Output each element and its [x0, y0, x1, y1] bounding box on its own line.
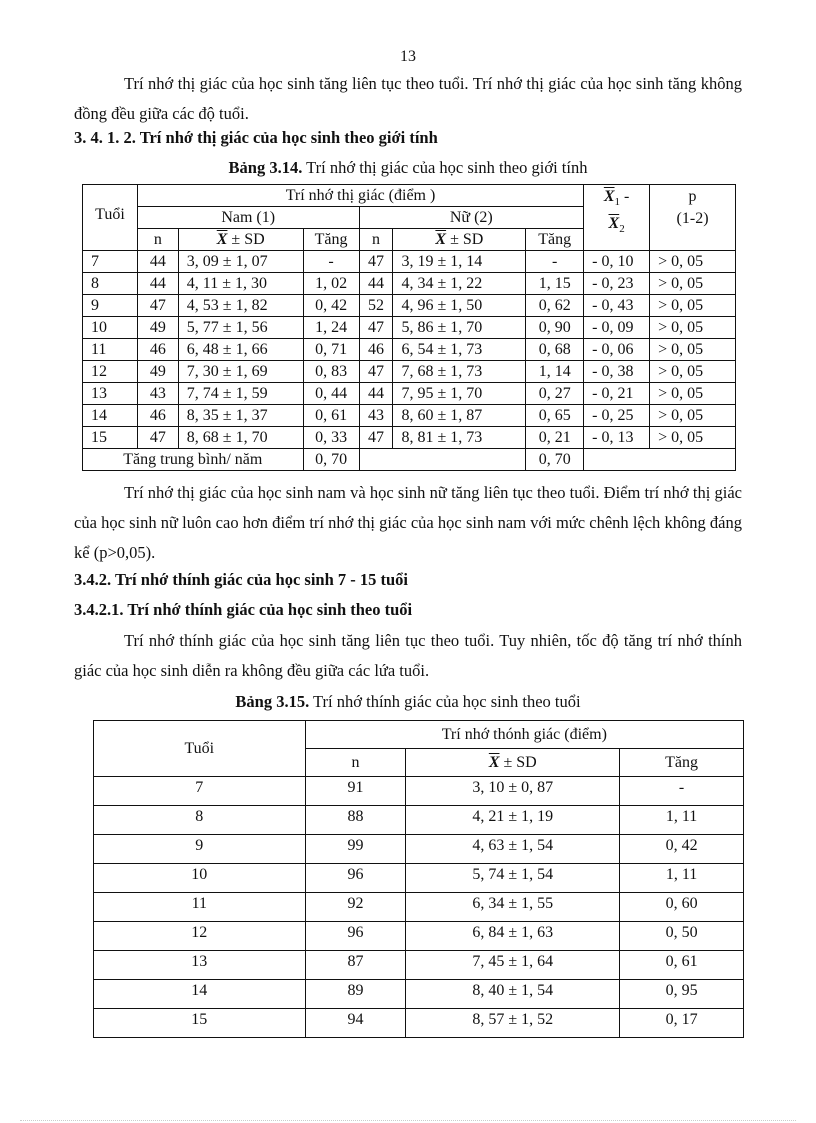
- cell-female-n: 47: [359, 251, 393, 273]
- header-increase: Tăng: [620, 749, 744, 777]
- paragraph-gender-comparison: Trí nhớ thị giác của học sinh nam và học sinh nữ tăng liên tục theo tuổi. Điểm trí nhớ thị giác của học sinh nữ luôn cao hơn điểm trí nhớ thị giác của học sinh nam với mức chênh lệch không đáng kể (p>0,05).: [74, 483, 742, 562]
- cell-age: 8: [94, 806, 306, 835]
- header-mean-difference: $\overline{X}_1$ - $\overline{X}_2$: [584, 185, 650, 251]
- table-row: [94, 922, 744, 951]
- cell-male-n: 46: [137, 405, 178, 427]
- cell-age: 12: [83, 361, 138, 383]
- cell-mean-sd: 3, 10 ± 0, 87: [406, 777, 620, 806]
- table-3-14-caption: [0, 158, 816, 178]
- cell-p-value: > 0, 05: [650, 295, 736, 317]
- cell-female-increase: 0, 27: [526, 383, 584, 405]
- cell-n: 89: [305, 980, 406, 1009]
- cell-mean-difference: - 0, 21: [584, 383, 650, 405]
- cell-age: 14: [94, 980, 306, 1009]
- cell-age: 9: [83, 295, 138, 317]
- cell-male-mean-sd: 8, 68 ± 1, 70: [178, 427, 303, 449]
- cell-p-value: > 0, 05: [650, 317, 736, 339]
- header-mean-sd: $\overline{X}$ ± SD: [406, 749, 620, 777]
- cell-age: 11: [83, 339, 138, 361]
- table-row: [83, 427, 736, 449]
- table-row: [83, 405, 736, 427]
- cell-female-increase: 0, 68: [526, 339, 584, 361]
- cell-female-n: 46: [359, 339, 393, 361]
- cell-female-increase: 0, 65: [526, 405, 584, 427]
- table-3-15: [93, 720, 744, 1038]
- cell-age: 9: [94, 835, 306, 864]
- cell-female-n: 47: [359, 427, 393, 449]
- cell-male-mean-sd: 4, 11 ± 1, 30: [178, 273, 303, 295]
- header-female-mean-sd: $\overline{X}$ ± SD: [393, 229, 526, 251]
- cell-male-n: 44: [137, 273, 178, 295]
- table-row: [83, 251, 736, 273]
- cell-male-increase: 1, 24: [303, 317, 359, 339]
- cell-p-value: > 0, 05: [650, 339, 736, 361]
- header-male: Nam (1): [137, 207, 359, 229]
- cell-female-increase: -: [526, 251, 584, 273]
- cell-mean-difference: - 0, 23: [584, 273, 650, 295]
- cell-male-mean-sd: 8, 35 ± 1, 37: [178, 405, 303, 427]
- cell-female-n: 52: [359, 295, 393, 317]
- cell-age: 10: [83, 317, 138, 339]
- cell-n: 96: [305, 864, 406, 893]
- table-3-14-caption-label: Bảng 3.14.: [228, 158, 303, 177]
- empty-cell: [359, 449, 526, 471]
- header-male-increase: Tăng: [303, 229, 359, 251]
- cell-mean-difference: - 0, 09: [584, 317, 650, 339]
- cell-n: 87: [305, 951, 406, 980]
- cell-female-n: 43: [359, 405, 393, 427]
- cell-increase: 0, 60: [620, 893, 744, 922]
- cell-n: 96: [305, 922, 406, 951]
- cell-male-mean-sd: 5, 77 ± 1, 56: [178, 317, 303, 339]
- cell-male-increase: 0, 83: [303, 361, 359, 383]
- heading-3-4-2-1: 3.4.2.1. Trí nhớ thính giác của học sinh theo tuổi: [74, 600, 413, 619]
- paragraph-auditory-memory-intro: Trí nhớ thính giác của học sinh tăng liên tục theo tuổi. Tuy nhiên, tốc độ tăng trí nhớ thính giác của học sinh diễn ra không đều giữa các lứa tuổi.: [74, 631, 742, 680]
- cell-n: 99: [305, 835, 406, 864]
- cell-age: 8: [83, 273, 138, 295]
- cell-male-n: 44: [137, 251, 178, 273]
- cell-female-mean-sd: 6, 54 ± 1, 73: [393, 339, 526, 361]
- cell-p-value: > 0, 05: [650, 405, 736, 427]
- cell-age: 11: [94, 893, 306, 922]
- cell-age: 10: [94, 864, 306, 893]
- cell-increase: -: [620, 777, 744, 806]
- cell-mean-sd: 5, 74 ± 1, 54: [406, 864, 620, 893]
- cell-p-value: > 0, 05: [650, 273, 736, 295]
- cell-female-mean-sd: 7, 95 ± 1, 70: [393, 383, 526, 405]
- cell-age: 13: [94, 951, 306, 980]
- cell-age: 7: [83, 251, 138, 273]
- header-female: Nữ (2): [359, 207, 584, 229]
- cell-increase: 0, 95: [620, 980, 744, 1009]
- cell-mean-sd: 6, 84 ± 1, 63: [406, 922, 620, 951]
- cell-female-mean-sd: 4, 96 ± 1, 50: [393, 295, 526, 317]
- cell-age: 15: [94, 1009, 306, 1038]
- empty-cell: [584, 449, 736, 471]
- cell-n: 91: [305, 777, 406, 806]
- table-row: [94, 1009, 744, 1038]
- cell-male-increase: 0, 42: [303, 295, 359, 317]
- cell-male-mean-sd: 7, 74 ± 1, 59: [178, 383, 303, 405]
- cell-mean-sd: 7, 45 ± 1, 64: [406, 951, 620, 980]
- average-increase-female: 0, 70: [526, 449, 584, 471]
- header-female-n: n: [359, 229, 393, 251]
- cell-increase: 0, 17: [620, 1009, 744, 1038]
- cell-p-value: > 0, 05: [650, 361, 736, 383]
- header-p-value: p (1-2): [650, 185, 736, 251]
- cell-male-increase: -: [303, 251, 359, 273]
- cell-male-n: 49: [137, 317, 178, 339]
- cell-mean-difference: - 0, 13: [584, 427, 650, 449]
- table-row: [94, 835, 744, 864]
- table-row: [83, 295, 736, 317]
- cell-male-mean-sd: 4, 53 ± 1, 82: [178, 295, 303, 317]
- header-male-mean-sd: $\overline{X}$ ± SD: [178, 229, 303, 251]
- cell-male-mean-sd: 3, 09 ± 1, 07: [178, 251, 303, 273]
- cell-increase: 1, 11: [620, 864, 744, 893]
- page-number: 13: [400, 48, 416, 65]
- cell-increase: 0, 42: [620, 835, 744, 864]
- cell-age: 14: [83, 405, 138, 427]
- cell-female-increase: 0, 90: [526, 317, 584, 339]
- cell-female-mean-sd: 3, 19 ± 1, 14: [393, 251, 526, 273]
- cell-female-increase: 1, 14: [526, 361, 584, 383]
- cell-female-increase: 1, 15: [526, 273, 584, 295]
- header-male-n: n: [137, 229, 178, 251]
- header-visual-memory: Trí nhớ thị giác (điểm ): [137, 185, 583, 207]
- cell-male-n: 49: [137, 361, 178, 383]
- table-row: [94, 777, 744, 806]
- cell-p-value: > 0, 05: [650, 427, 736, 449]
- header-female-increase: Tăng: [526, 229, 584, 251]
- cell-male-n: 43: [137, 383, 178, 405]
- table-row: [94, 951, 744, 980]
- cell-p-value: > 0, 05: [650, 383, 736, 405]
- table-3-14: [82, 184, 736, 471]
- table-3-15-caption-text: Trí nhớ thính giác của học sinh theo tuổi: [309, 692, 581, 711]
- header-auditory-memory: Trí nhớ thónh giác (điểm): [305, 721, 743, 749]
- cell-age: 13: [83, 383, 138, 405]
- table-3-15-caption: [0, 692, 816, 712]
- cell-n: 92: [305, 893, 406, 922]
- cell-increase: 0, 61: [620, 951, 744, 980]
- cell-female-mean-sd: 7, 68 ± 1, 73: [393, 361, 526, 383]
- page-bottom-divider: [20, 1120, 796, 1121]
- cell-female-mean-sd: 8, 60 ± 1, 87: [393, 405, 526, 427]
- cell-female-mean-sd: 8, 81 ± 1, 73: [393, 427, 526, 449]
- cell-increase: 1, 11: [620, 806, 744, 835]
- cell-male-n: 46: [137, 339, 178, 361]
- cell-male-increase: 0, 33: [303, 427, 359, 449]
- table-3-15-caption-label: Bảng 3.15.: [235, 692, 310, 711]
- table-row: [83, 361, 736, 383]
- table-row: [94, 980, 744, 1009]
- table-row: [83, 273, 736, 295]
- cell-female-increase: 0, 62: [526, 295, 584, 317]
- cell-age: 7: [94, 777, 306, 806]
- cell-mean-sd: 4, 21 ± 1, 19: [406, 806, 620, 835]
- cell-female-increase: 0, 21: [526, 427, 584, 449]
- cell-male-n: 47: [137, 295, 178, 317]
- cell-female-n: 47: [359, 317, 393, 339]
- table-row: [83, 317, 736, 339]
- average-increase-male: 0, 70: [303, 449, 359, 471]
- header-age: Tuổi: [83, 185, 138, 251]
- cell-mean-difference: - 0, 38: [584, 361, 650, 383]
- cell-male-mean-sd: 6, 48 ± 1, 66: [178, 339, 303, 361]
- heading-3-4-1-2: 3. 4. 1. 2. Trí nhớ thị giác của học sinh theo giới tính: [74, 128, 438, 147]
- table-row: [83, 383, 736, 405]
- cell-p-value: > 0, 05: [650, 251, 736, 273]
- cell-female-mean-sd: 5, 86 ± 1, 70: [393, 317, 526, 339]
- cell-mean-sd: 6, 34 ± 1, 55: [406, 893, 620, 922]
- cell-female-n: 44: [359, 273, 393, 295]
- paragraph-visual-memory-intro: Trí nhớ thị giác của học sinh tăng liên tục theo tuổi. Trí nhớ thị giác của học sinh tăng không đồng đều giữa các độ tuổi.: [74, 74, 742, 123]
- cell-mean-difference: - 0, 43: [584, 295, 650, 317]
- cell-age: 12: [94, 922, 306, 951]
- cell-mean-difference: - 0, 06: [584, 339, 650, 361]
- table-row: [83, 339, 736, 361]
- cell-female-n: 47: [359, 361, 393, 383]
- header-age: Tuổi: [94, 721, 306, 777]
- table-3-14-caption-text: Trí nhớ thị giác của học sinh theo giới tính: [302, 158, 588, 177]
- cell-male-increase: 0, 71: [303, 339, 359, 361]
- cell-female-mean-sd: 4, 34 ± 1, 22: [393, 273, 526, 295]
- cell-n: 94: [305, 1009, 406, 1038]
- header-n: n: [305, 749, 406, 777]
- cell-increase: 0, 50: [620, 922, 744, 951]
- table-row: [94, 806, 744, 835]
- cell-mean-sd: 8, 57 ± 1, 52: [406, 1009, 620, 1038]
- cell-mean-difference: - 0, 25: [584, 405, 650, 427]
- cell-male-mean-sd: 7, 30 ± 1, 69: [178, 361, 303, 383]
- cell-male-increase: 0, 61: [303, 405, 359, 427]
- cell-male-increase: 0, 44: [303, 383, 359, 405]
- cell-age: 15: [83, 427, 138, 449]
- cell-male-n: 47: [137, 427, 178, 449]
- heading-3-4-2: 3.4.2. Trí nhớ thính giác của học sinh 7 - 15 tuổi: [74, 570, 409, 589]
- cell-mean-difference: - 0, 10: [584, 251, 650, 273]
- cell-mean-sd: 4, 63 ± 1, 54: [406, 835, 620, 864]
- cell-male-increase: 1, 02: [303, 273, 359, 295]
- cell-n: 88: [305, 806, 406, 835]
- cell-female-n: 44: [359, 383, 393, 405]
- cell-mean-sd: 8, 40 ± 1, 54: [406, 980, 620, 1009]
- table-row: [94, 893, 744, 922]
- table-row: [94, 864, 744, 893]
- average-increase-label: Tăng trung bình/ năm: [83, 449, 304, 471]
